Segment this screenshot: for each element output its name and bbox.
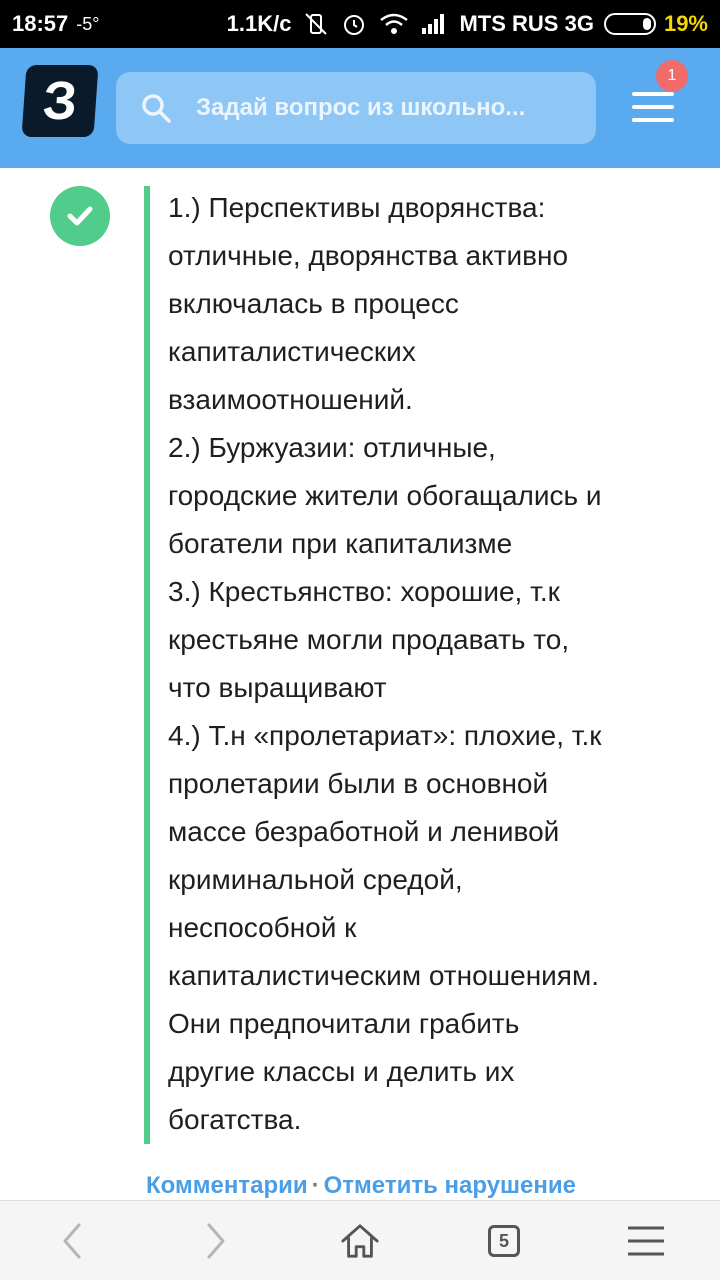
answer-line: другие классы и делить их (168, 1056, 515, 1087)
answer-line: неспособной к (168, 912, 357, 943)
answer-line: богатели при капитализме (168, 528, 513, 559)
signal-icon (421, 13, 447, 35)
link-separator: · (311, 1172, 320, 1199)
status-time: 18:57 (12, 11, 69, 36)
forward-icon[interactable] (196, 1221, 236, 1261)
answer-line: криминальной средой, (168, 864, 463, 895)
answer-line: капиталистических (168, 336, 416, 367)
browser-menu-icon[interactable] (626, 1221, 666, 1261)
search-input[interactable] (116, 72, 596, 144)
answer-line: массе безработной и ленивой (168, 816, 560, 847)
comments-link[interactable]: Комментарии (146, 1172, 308, 1199)
report-link[interactable]: Отметить нарушение (323, 1172, 576, 1199)
answer-line: Они предпочитали грабить (168, 1008, 520, 1039)
answer-line: городские жители обогащались и (168, 480, 602, 511)
hamburger-menu-icon[interactable] (632, 92, 678, 126)
answer-line: 2.) Буржуазии: отличные, (168, 432, 496, 463)
answer-line: 3.) Крестьянство: хорошие, т.к (168, 576, 560, 607)
answer-text (168, 184, 688, 1144)
app-header (0, 48, 720, 168)
answer-line: включалась в процесс (168, 288, 459, 319)
alarm-icon (341, 11, 367, 37)
answer-accent-line (144, 186, 150, 1144)
answer-line: взаимоотношений. (168, 384, 413, 415)
logo-letter: З (40, 71, 80, 131)
best-answer-check-icon (50, 186, 110, 246)
battery-icon (604, 13, 656, 35)
back-icon[interactable] (52, 1221, 92, 1261)
answer-line: капиталистическим отношениям. (168, 960, 599, 991)
tabs-icon[interactable]: 5 (488, 1225, 520, 1257)
status-temperature: -5° (76, 13, 100, 34)
notification-badge: 1 (656, 60, 688, 92)
answer-line: 4.) Т.н «пролетариат»: плохие, т.к (168, 720, 602, 751)
status-bar (0, 0, 720, 48)
wifi-icon (379, 12, 409, 36)
status-carrier: MTS RUS 3G (459, 11, 594, 36)
vibrate-off-icon (303, 11, 329, 37)
home-icon[interactable] (340, 1221, 380, 1261)
status-net-speed: 1.1K/с (226, 11, 292, 36)
search-placeholder: Задай вопрос из школьно... (196, 94, 526, 121)
answer-line: 1.) Перспективы дворянства: (168, 192, 546, 223)
site-logo[interactable] (21, 65, 98, 137)
answer-line: что выращивают (168, 672, 387, 703)
status-battery-percent: 19% (663, 11, 708, 36)
browser-bottom-bar (0, 1200, 720, 1280)
answer-line: отличные, дворянства активно (168, 240, 569, 271)
answer-actions (146, 1172, 576, 1200)
answer-line: богатства. (168, 1104, 302, 1135)
search-icon (140, 92, 172, 124)
answer-line: пролетарии были в основной (168, 768, 549, 799)
answer-line: крестьяне могли продавать то, (168, 624, 570, 655)
